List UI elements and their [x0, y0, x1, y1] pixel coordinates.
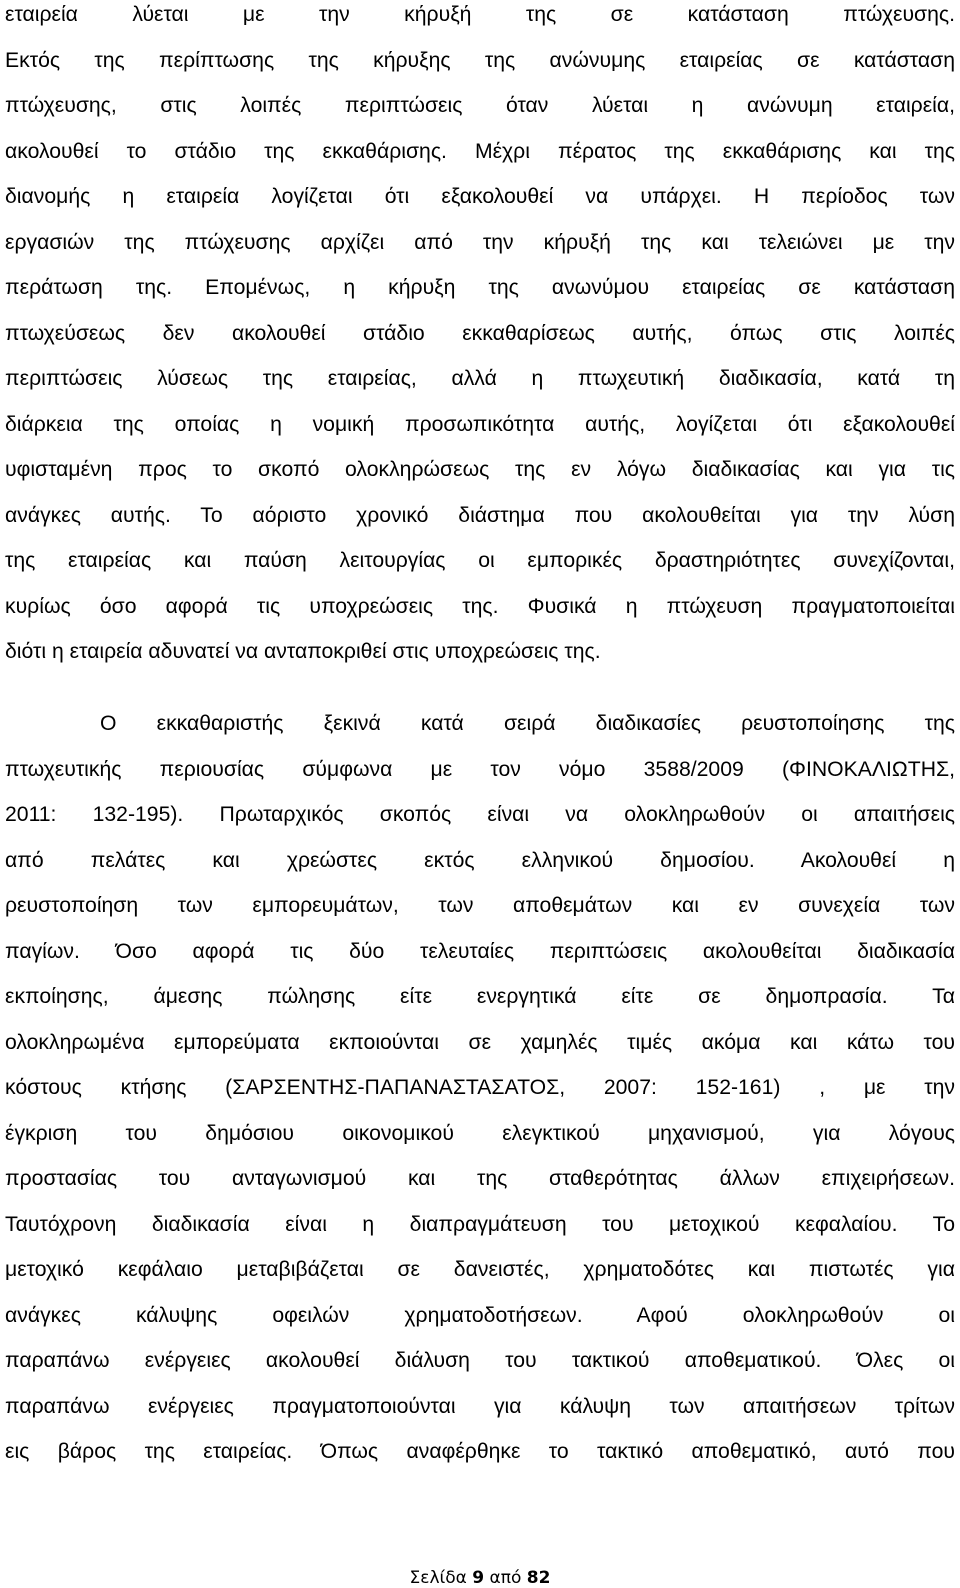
- text-line: παγίων. Όσο αφορά τις δύο τελευταίες περιπτώσεις ακολουθείται διαδικασία: [5, 939, 955, 963]
- text-line: μετοχικό κεφάλαιο μεταβιβάζεται σε δανειστές, χρηματοδότες και πιστωτές για: [5, 1258, 955, 1281]
- text-line: περιπτώσεις λύσεως της εταιρείας, αλλά η πτωχευτική διαδικασία, κατά τη: [5, 367, 955, 390]
- text-line: Εκτός της περίπτωσης της κήρυξης της ανώνυμης εταιρείας σε κατάσταση: [5, 48, 955, 72]
- text-line: ανάγκες αυτής. Το αόριστο χρονικό διάστημα που ακολουθείται για την λύση: [5, 503, 955, 527]
- text-line: παραπάνω ενέργειες ακολουθεί διάλυση του τακτικού αποθεματικού. Όλες οι: [5, 1349, 955, 1372]
- text-line: ρευστοποίηση των εμπορευμάτων, των αποθεμάτων και εν συνεχεία των: [5, 894, 955, 917]
- text-line: πτώχευσης, στις λοιπές περιπτώσεις όταν λύεται η ανώνυμη εταιρεία,: [5, 94, 955, 117]
- text-line: ολοκληρωμένα εμπορεύματα εκποιούνται σε χαμηλές τιμές ακόμα και κάτω του: [5, 1030, 955, 1054]
- text-line: εργασιών της πτώχευσης αρχίζει από την κήρυξή της και τελειώνει με την: [5, 230, 955, 254]
- text-line: 2011: 132-195). Πρωταρχικός σκοπός είναι να ολοκληρωθούν οι απαιτήσεις: [5, 803, 955, 826]
- text-line: εκποίησης, άμεσης πώλησης είτε ενεργητικά είτε σε δημοπρασία. Τα: [5, 985, 955, 1008]
- text-line: πτωχεύσεως δεν ακολουθεί στάδιο εκκαθαρίσεως αυτής, όπως στις λοιπές: [5, 321, 955, 345]
- footer-total-pages: 82: [526, 1568, 551, 1588]
- text-line: κόστους κτήσης (ΣΑΡΣΕΝΤΗΣ-ΠΑΠΑΝΑΣΤΑΣΑΤΟΣ, 2007: 152-161) , με την: [5, 1076, 955, 1099]
- text-line: της εταιρείας και παύση λειτουργίας οι εμπορικές δραστηριότητες συνεχίζονται,: [5, 549, 955, 572]
- text-line: υφισταμένη προς το σκοπό ολοκληρώσεως της εν λόγω διαδικασίας και για τις: [5, 458, 955, 481]
- text-line: Ταυτόχρονη διαδικασία είναι η διαπραγμάτευση του μετοχικού κεφαλαίου. Το: [5, 1212, 955, 1236]
- footer-current-page: 9: [472, 1568, 485, 1588]
- text-line: παραπάνω ενέργειες πραγματοποιούνται για κάλυψη των απαιτήσεων τρίτων: [5, 1394, 955, 1418]
- document-page: [5, 0, 955, 1587]
- text-line: διότι η εταιρεία αδυνατεί να ανταποκριθεί στις υποχρεώσεις της.: [5, 640, 601, 663]
- text-line: ακολουθεί το στάδιο της εκκαθάρισης. Μέχρι πέρατος της εκκαθάρισης και της: [5, 139, 955, 163]
- text-line: προστασίας του ανταγωνισμού και της σταθερότητας άλλων επιχειρήσεων.: [5, 1167, 955, 1190]
- text-line: διάρκεια της οποίας η νομική προσωπικότητα αυτής, λογίζεται ότι εξακολουθεί: [5, 412, 955, 436]
- footer-label: Σελίδα: [409, 1568, 467, 1588]
- text-line: Ο εκκαθαριστής ξεκινά κατά σειρά διαδικασίες ρευστοποίησης της: [100, 712, 955, 735]
- text-line: εις βάρος της εταιρείας. Όπως αναφέρθηκε το τακτικό αποθεματικό, αυτό που: [5, 1440, 955, 1463]
- text-line: περάτωση της. Επομένως, η κήρυξη της ανωνύμου εταιρείας σε κατάσταση: [5, 276, 955, 299]
- footer-separator: από: [489, 1568, 522, 1588]
- text-line: έγκριση του δημόσιου οικονομικού ελεγκτικού μηχανισμού, για λόγους: [5, 1121, 955, 1145]
- text-line: από πελάτες και χρεώστες εκτός ελληνικού δημοσίου. Ακολουθεί η: [5, 848, 955, 872]
- text-line: διανομής η εταιρεία λογίζεται ότι εξακολουθεί να υπάρχει. Η περίοδος των: [5, 185, 955, 208]
- paragraph-1: [5, 0, 955, 675]
- text-line: πτωχευτικής περιουσίας σύμφωνα με τον νόμο 3588/2009 (ΦΙΝΟΚΑΛΙΩΤΗΣ,: [5, 757, 955, 781]
- text-line: κυρίως όσο αφορά τις υποχρεώσεις της. Φυσικά η πτώχευση πραγματοποιείται: [5, 594, 955, 618]
- text-line: εταιρεία λύεται με την κήρυξή της σε κατάσταση πτώχευσης.: [5, 3, 955, 26]
- paragraph-2: [5, 701, 955, 1475]
- page-footer: [0, 1568, 960, 1588]
- text-line: ανάγκες κάλυψης οφειλών χρηματοδοτήσεων. Αφού ολοκληρωθούν οι: [5, 1303, 955, 1327]
